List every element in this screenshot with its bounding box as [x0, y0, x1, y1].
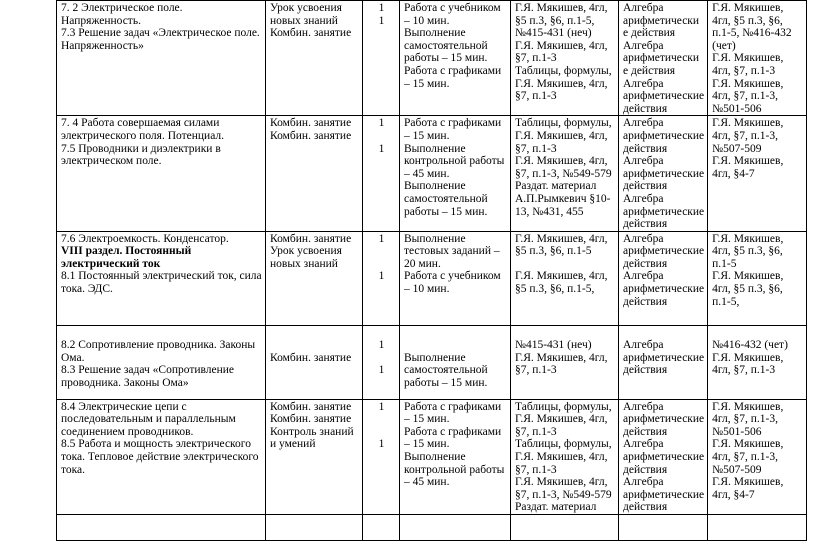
- activity-cell: [400, 1, 511, 116]
- homework-text: №416-432 (чет): [712, 339, 788, 352]
- links-cell: [619, 515, 708, 541]
- materials-text: Г.Я. Мякишев, 4гл, §7, п.1-3: [515, 39, 608, 65]
- topic-text: 8.1 Постоянный электрический ток, сила тока. ЭДС.: [61, 270, 262, 296]
- lesson-type-text: Урок усвоения новых знаний: [270, 245, 342, 270]
- links-text: Алгебра арифметически е действия: [623, 2, 700, 40]
- activity-cell: [400, 515, 511, 541]
- homework-cell: [708, 1, 807, 116]
- homework-cell: [708, 325, 807, 399]
- topic-cell: [57, 325, 266, 399]
- homework-text: Г.Я. Мякишев, 4гл, §7, п.1-3, №507-509: [712, 117, 784, 155]
- links-text: Алгебра арифметические действия: [623, 232, 705, 270]
- activity-cell: [400, 399, 511, 514]
- activity-cell: [400, 231, 511, 325]
- hours-value: 1: [378, 339, 385, 352]
- topic-text: 7.6 Электроемкость. Конденсатор.: [61, 232, 229, 245]
- homework-text: Г.Я. Мякишев, 4гл, §7, п.1-3, №501-506: [712, 400, 784, 438]
- activity-text: Работа с графиками – 15 мин.: [404, 64, 502, 90]
- activity-text: Работа с графиками – 15 мин.: [404, 400, 502, 426]
- homework-text: Г.Я. Мякишев, 4гл, §7, п.1-3, №507-509: [712, 438, 784, 476]
- lesson-plan-table: [56, 0, 807, 541]
- topic-text: 7. 2 Электрическое поле. Напряженность.: [61, 2, 183, 27]
- materials-text: Таблицы, формулы, Г.Я. Мякишев, 4гл, §7, п.1-3: [515, 117, 612, 155]
- materials-text: Г.Я. Мякишев, 4гл, §7, п.1-3: [515, 351, 608, 377]
- topic-text: 7. 4 Работа совершаемая силами электрического поля. Потенциал.: [61, 117, 225, 142]
- links-cell: [619, 399, 708, 514]
- materials-text: Г.Я. Мякишев, 4гл, §5 п.3, §6, п.1-5,: [515, 270, 608, 296]
- materials-cell: [511, 1, 619, 116]
- links-text: Алгебра арифметические действия: [623, 192, 705, 231]
- activity-text: Выполнение самостоятельной работы – 15 мин.: [404, 180, 488, 218]
- hours-value: 1: [378, 364, 385, 377]
- materials-cell: [511, 325, 619, 399]
- activity-text: Выполнение тестовых заданий – 20 мин.: [404, 232, 500, 270]
- materials-text: Раздат. материал: [515, 501, 597, 514]
- materials-text: Г.Я. Мякишев, 4гл, §5 п.3, §6, п.1-5: [515, 232, 608, 258]
- activity-text: Выполнение контрольной работы – 45 мин.: [404, 451, 505, 489]
- materials-cell: [511, 231, 619, 325]
- lesson-type-text: Контроль знаний и умений: [270, 425, 354, 451]
- materials-text: Г.Я. Мякишев, 4гл, §7, п.1-3, №549-579: [515, 476, 612, 501]
- topic-text: 7.3 Решение задач «Электрическое поле. Напряженность»: [61, 27, 260, 52]
- materials-text: Раздат. материал А.П.Рымкевич §10-13, №431, 455: [515, 180, 611, 218]
- links-text: Алгебра арифметические действия: [623, 438, 705, 476]
- activity-text: Работа с учебником – 10 мин.: [404, 270, 501, 296]
- activity-cell: [400, 116, 511, 231]
- links-text: Алгебра арифметические действия: [623, 400, 705, 438]
- lesson-type-cell: [266, 231, 363, 325]
- topic-text: 8.4 Электрические цепи с последовательным и параллельным соединением проводников.: [61, 400, 236, 438]
- lesson-type-cell: [266, 399, 363, 514]
- lesson-type-cell: [266, 325, 363, 399]
- homework-text: Г.Я. Мякишев, 4гл, §4-7: [712, 155, 784, 180]
- links-cell: [619, 116, 708, 231]
- table-row: [57, 231, 807, 325]
- homework-text: Г.Я. Мякишев, 4гл, §4-7: [712, 476, 784, 501]
- hours-value: 1: [378, 14, 385, 27]
- materials-text: Таблицы, формулы, Г.Я. Мякишев, 4гл, §7, п.1-3: [515, 64, 612, 103]
- table-row-partial: [57, 515, 807, 541]
- links-text: Алгебра арифметические действия: [623, 155, 705, 193]
- links-text: Алгебра арифметические действия: [623, 270, 705, 308]
- section-heading: VIII раздел. Постоянный электрический ток: [61, 245, 192, 270]
- activity-text: Выполнение контрольной работы – 45 мин.: [404, 142, 505, 180]
- materials-cell: [511, 515, 619, 541]
- hours-value: 1: [378, 142, 385, 155]
- activity-text: Работа с учебником – 10 мин.: [404, 2, 501, 27]
- homework-text: Г.Я. Мякишев, 4гл, §5 п.3, §6, п.1-5: [712, 232, 784, 270]
- table-row: [57, 325, 807, 399]
- topic-text: 8.3 Решение задач «Сопротивление проводника. Законы Ома»: [61, 364, 235, 390]
- hours-cell: [363, 231, 400, 325]
- lesson-type-cell: [266, 116, 363, 231]
- homework-text: Г.Я. Мякишев, 4гл, §5 п.3, §6, п.1-5,: [712, 270, 784, 308]
- materials-cell: [511, 116, 619, 231]
- activity-cell: [400, 325, 511, 399]
- activity-text: Выполнение самостоятельной работы – 15 мин.: [404, 351, 488, 390]
- homework-cell: [708, 399, 807, 514]
- topic-text: 8.5 Работа и мощность электрического тока. Тепловое действие электрического тока.: [61, 438, 259, 476]
- activity-text: Работа с графиками – 15 мин.: [404, 117, 502, 142]
- hours-value: 1: [378, 232, 385, 245]
- lesson-type-text: Комбин. занятие: [270, 117, 352, 130]
- lesson-type-text: Урок усвоения новых знаний: [270, 2, 342, 27]
- links-text: Алгебра арифметические действия: [623, 77, 705, 115]
- topic-cell: [57, 231, 266, 325]
- hours-cell: [363, 325, 400, 399]
- hours-value: 1: [378, 117, 385, 130]
- activity-text: Работа с графиками – 15 мин.: [404, 425, 502, 451]
- materials-text: Г.Я. Мякишев, 4гл, §7, п.1-3, №549-579: [515, 155, 612, 180]
- homework-text: Г.Я. Мякишев, 4гл, §7, п.1-3: [712, 351, 784, 377]
- topic-text: 7.5 Проводники и диэлектрики в электрическом поле.: [61, 142, 221, 168]
- topic-cell: [57, 515, 266, 541]
- lesson-type-text: Комбин. занятие: [270, 400, 352, 413]
- materials-text: Таблицы, формулы, Г.Я. Мякишев, 4гл, §7, п.1-3: [515, 438, 612, 476]
- lesson-type-text: Комбин. занятие: [270, 27, 352, 40]
- links-text: Алгебра арифметически е действия: [623, 39, 700, 77]
- lesson-type-text: Комбин. занятие: [270, 232, 352, 245]
- homework-text: Г.Я. Мякишев, 4гл, §7, п.1-3, №501-506: [712, 77, 784, 115]
- links-cell: [619, 1, 708, 116]
- links-text: Алгебра арифметические действия: [623, 339, 705, 377]
- topic-cell: [57, 1, 266, 116]
- links-cell: [619, 231, 708, 325]
- homework-text: Г.Я. Мякишев, 4гл, §7, п.1-3: [712, 52, 784, 77]
- topic-cell: [57, 399, 266, 514]
- topic-cell: [57, 116, 266, 231]
- homework-cell: [708, 515, 807, 541]
- materials-text: №415-431 (неч): [515, 339, 592, 352]
- hours-cell: [363, 399, 400, 514]
- topic-text: 8.2 Сопротивление проводника. Законы Ома.: [61, 339, 256, 364]
- hours-value: 1: [378, 2, 385, 14]
- homework-text: Г.Я. Мякишев, 4гл, §5 п.3, §6, п.1-5, №416-432 (чет): [712, 2, 792, 52]
- materials-text: Г.Я. Мякишев, 4гл, §5 п.3, §6, п.1-5, №415-431 (неч): [515, 2, 608, 40]
- links-text: Алгебра арифметические действия: [623, 476, 705, 514]
- links-cell: [619, 325, 708, 399]
- hours-value: 1: [378, 400, 385, 413]
- table-row: [57, 1, 807, 116]
- activity-text: Выполнение самостоятельной работы – 15 мин.: [404, 27, 488, 65]
- hours-cell: [363, 515, 400, 541]
- lesson-type-text: Комбин. занятие: [270, 413, 352, 426]
- homework-cell: [708, 231, 807, 325]
- lesson-type-cell: [266, 1, 363, 116]
- hours-value: 1: [378, 270, 385, 283]
- materials-cell: [511, 399, 619, 514]
- hours-cell: [363, 116, 400, 231]
- table-row: [57, 399, 807, 514]
- materials-text: Таблицы, формулы, Г.Я. Мякишев, 4гл, §7, п.1-3: [515, 400, 612, 438]
- homework-cell: [708, 116, 807, 231]
- hours-cell: [363, 1, 400, 116]
- lesson-type-text: Комбин. занятие: [270, 351, 352, 364]
- lesson-type-text: Комбин. занятие: [270, 129, 352, 142]
- hours-value: 1: [378, 438, 385, 451]
- table-row: [57, 116, 807, 231]
- lesson-type-cell: [266, 515, 363, 541]
- links-text: Алгебра арифметические действия: [623, 117, 705, 155]
